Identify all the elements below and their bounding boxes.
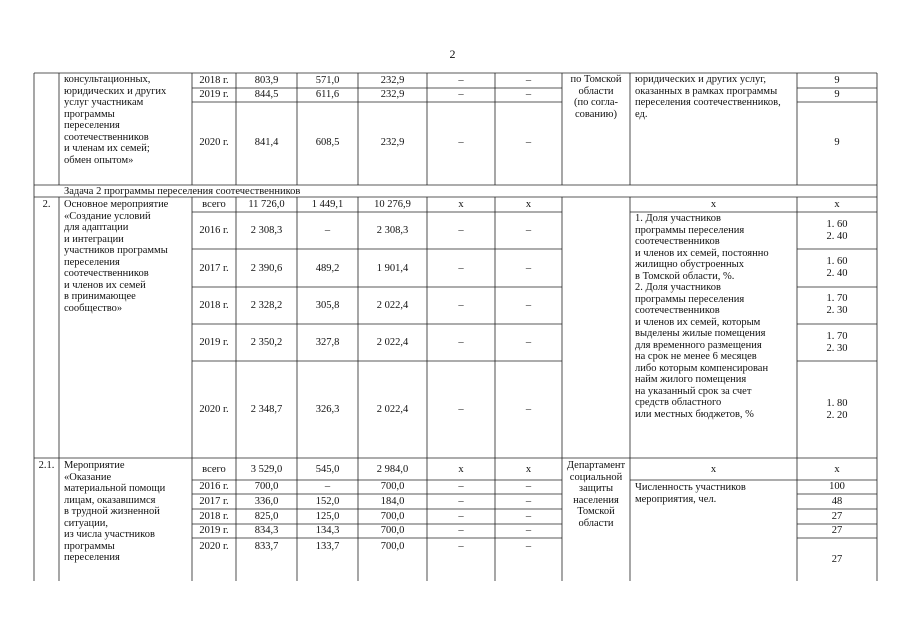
block-b-number: 2.	[42, 199, 51, 210]
table-cell: 1 901,4	[376, 263, 409, 274]
table-row-c-year: 2016 г.	[199, 481, 229, 492]
table-cell: 100	[829, 481, 845, 492]
table-row-b-year: 2018 г.	[199, 300, 229, 311]
table-cell: x	[710, 464, 717, 475]
page-number: 2	[449, 47, 456, 61]
table-cell: –	[525, 404, 532, 415]
table-row-b-total: всего	[202, 199, 226, 210]
table-cell: 2 308,3	[376, 225, 409, 236]
table-cell: –	[458, 137, 464, 148]
table-cell: –	[458, 300, 464, 311]
table-cell: 336,0	[254, 496, 279, 507]
table-cell: –	[525, 525, 532, 536]
table-cell: –	[458, 337, 464, 348]
table-cell: 2 328,2	[250, 300, 283, 311]
block-a-executor: по Томской области (по согла- сованию)	[570, 74, 622, 120]
table-cell: –	[525, 75, 532, 86]
table-cell: 327,8	[315, 337, 340, 348]
table-cell: 545,0	[315, 464, 340, 475]
table-cell: 2 390,6	[250, 263, 283, 274]
table-cell: –	[525, 337, 532, 348]
block-a-indicator: юридических и других услуг, оказанных в рамках программы переселения соотечественников, ед.	[635, 74, 781, 120]
table-row-a-year: 2018 г.	[199, 75, 229, 86]
block-c-executor: Департамент социальной защиты населения Томской области	[566, 460, 626, 529]
table-cell: x	[834, 464, 840, 475]
table-cell: –	[525, 541, 532, 552]
table-cell: 11 726,0	[248, 199, 285, 210]
table-cell: 1. 70 2. 30	[826, 331, 848, 354]
table-row-b-year: 2019 г.	[199, 337, 229, 348]
table-cell: 700,0	[380, 525, 405, 536]
table-cell: 2 022,4	[376, 337, 409, 348]
table-row-c-year: 2018 г.	[199, 511, 229, 522]
table-cell: –	[458, 481, 464, 492]
table-cell: 27	[831, 525, 843, 536]
table-cell: 1. 60 2. 40	[826, 219, 848, 242]
table-cell: –	[458, 225, 464, 236]
table-cell: –	[525, 300, 532, 311]
table-cell: –	[525, 263, 532, 274]
table-cell: 833,7	[254, 541, 279, 552]
table-cell: 134,3	[315, 525, 340, 536]
table-row-b-year: 2020 г.	[199, 404, 229, 415]
table-cell: 9	[834, 137, 840, 148]
task-header: Задача 2 программы переселения соотечественников	[64, 186, 301, 197]
table-cell: 232,9	[380, 137, 405, 148]
table-cell: x	[458, 199, 464, 210]
table-cell: –	[525, 511, 532, 522]
table-cell: 2 984,0	[376, 464, 409, 475]
table-cell: 608,5	[315, 137, 340, 148]
table-cell: –	[458, 404, 464, 415]
table-cell: 1. 70 2. 30	[826, 293, 848, 316]
table-cell: 2 350,2	[250, 337, 283, 348]
table-cell: x	[834, 199, 840, 210]
table-cell: 133,7	[315, 541, 340, 552]
table-cell: 184,0	[380, 496, 405, 507]
table-cell: 3 529,0	[250, 464, 283, 475]
table-cell: 27	[831, 511, 843, 522]
table-cell: 825,0	[254, 511, 279, 522]
block-c-number: 2.1.	[38, 460, 55, 471]
table-cell: 232,9	[380, 89, 405, 100]
table-cell: 9	[834, 89, 840, 100]
table-cell: 27	[831, 554, 843, 565]
table-cell: 152,0	[315, 496, 340, 507]
table-cell: –	[324, 481, 331, 492]
table-cell: –	[458, 541, 464, 552]
table-cell: 700,0	[380, 511, 405, 522]
table-cell: x	[710, 199, 717, 210]
table-cell: 2 308,3	[250, 225, 283, 236]
table-cell: –	[458, 263, 464, 274]
block-b-name: Основное мероприятие «Создание условий для адаптации и интеграции участников программы переселения соотечественников и членов их семей в принимающее сообщество»	[64, 199, 169, 314]
table-cell: 1. 60 2. 40	[826, 256, 848, 279]
table-cell: –	[458, 75, 464, 86]
table-row-a-year: 2020 г.	[199, 137, 229, 148]
table-cell: 844,5	[254, 89, 279, 100]
table-cell: 48	[831, 496, 843, 507]
table-cell: 125,0	[315, 511, 340, 522]
table-row-b-year: 2016 г.	[199, 225, 229, 236]
table-cell: 700,0	[380, 541, 405, 552]
block-b-indicator: 1. Доля участников программы переселения соотечественников и членов их семей, постоянно жилищно обустроенных в Томской области, %. 2. Доля участников программы переселения соотечественников и членов их семей, которым выделены жилые помещения для временного размещения на срок не менее 6 месяцев либо которым компенсирован найм жилого помещения на указанный срок за счет средств областного или местных бюджетов, %	[635, 213, 769, 420]
table-cell: 326,3	[315, 404, 340, 415]
table-row-b-year: 2017 г.	[199, 263, 229, 274]
table-row-c-year: 2019 г.	[199, 525, 229, 536]
table-cell: x	[458, 464, 464, 475]
block-c-indicator: Численность участников мероприятия, чел.	[635, 482, 746, 505]
block-c-name: Мероприятие «Оказание материальной помощи лицам, оказавшимся в трудной жизненной ситуации, из числа участников программы переселения	[64, 460, 166, 563]
table-cell: 611,6	[315, 89, 340, 100]
table-row-c-year: 2020 г.	[199, 541, 229, 552]
table-cell: –	[525, 481, 532, 492]
table-cell: 2 022,4	[376, 404, 409, 415]
table-cell: 232,9	[380, 75, 405, 86]
table-cell: –	[324, 225, 331, 236]
table-cell: –	[525, 89, 532, 100]
table-cell: 841,4	[254, 137, 279, 148]
table-cell: 834,3	[254, 525, 279, 536]
table-row-a-year: 2019 г.	[199, 89, 229, 100]
table-cell: 10 276,9	[374, 199, 411, 210]
table-cell: 9	[834, 75, 840, 86]
table-cell: –	[458, 496, 464, 507]
table-cell: 2 348,7	[250, 404, 283, 415]
block-a-name: консультационных, юридических и других услуг участникам программы переселения соотечественников и членам их семей; обмен опытом»	[64, 74, 167, 166]
table-cell: –	[458, 525, 464, 536]
table-cell: –	[525, 225, 532, 236]
table-cell: –	[458, 511, 464, 522]
table-cell: 2 022,4	[376, 300, 409, 311]
table-cell: 571,0	[315, 75, 340, 86]
table-cell: 1 449,1	[311, 199, 344, 210]
table-cell: x	[525, 464, 532, 475]
table-cell: x	[525, 199, 532, 210]
table-cell: –	[525, 137, 532, 148]
table-cell: 305,8	[315, 300, 340, 311]
table-row-c-year: 2017 г.	[199, 496, 229, 507]
table-cell: –	[525, 496, 532, 507]
table-row-c-total: всего	[202, 464, 226, 475]
table-cell: 1. 80 2. 20	[826, 398, 848, 421]
table-cell: 700,0	[254, 481, 279, 492]
table-cell: 803,9	[254, 75, 279, 86]
table-cell: –	[458, 89, 464, 100]
table-cell: 700,0	[380, 481, 405, 492]
table-cell: 489,2	[315, 263, 340, 274]
